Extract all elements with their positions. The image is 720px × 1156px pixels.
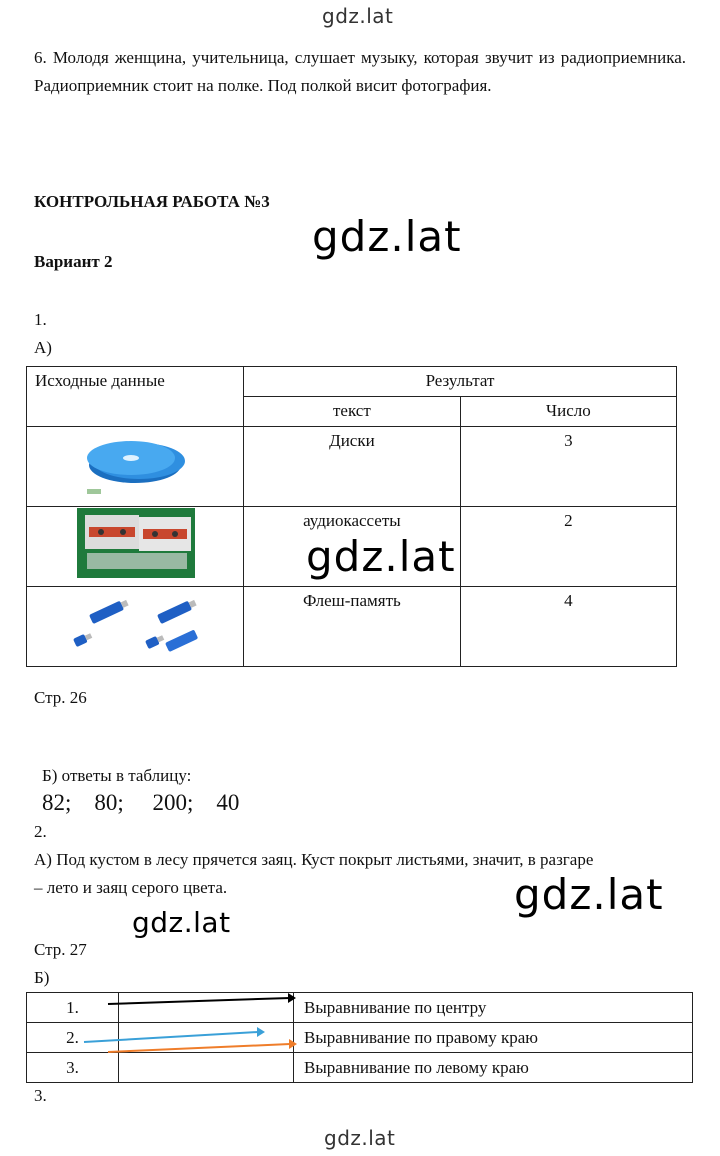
row1-number: 3: [564, 431, 573, 450]
variant-heading: Вариант 2: [34, 252, 113, 271]
question-3-number: 3.: [34, 1086, 47, 1105]
text-header-text: текст: [333, 401, 371, 420]
watermark-mid1: gdz.lat: [312, 212, 462, 261]
question-2a-line1: А) Под кустом в лесу прячется заяц. Куст покрыт листьями, значит, в разгаре: [34, 850, 594, 869]
answer-b-label: Б) ответы в таблицу:: [42, 766, 192, 785]
number-header-text: Число: [546, 401, 591, 420]
source-data-header-text: Исходные данные: [35, 371, 165, 390]
match-num-3: 3.: [27, 1053, 119, 1083]
arrowhead-2: [257, 1027, 265, 1037]
row3-number: 4: [564, 591, 573, 610]
paragraph-6: 6. Молодя женщина, учительница, слушает музыку, которая звучит из радиоприемника. Радиоприемник стоит на полке. Под полкой висит фотография.: [34, 48, 686, 95]
match-num-2: 2.: [27, 1023, 119, 1053]
page-26-ref: Стр. 26: [34, 688, 87, 707]
watermark-right: gdz.lat: [514, 870, 664, 919]
question-1-part-a: А): [34, 338, 52, 357]
watermark-mid2: gdz.lat: [306, 532, 456, 581]
match-label-1: Выравнивание по центру: [294, 993, 693, 1023]
test-heading: КОНТРОЛЬНАЯ РАБОТА №3: [34, 192, 270, 211]
match-label-2: Выравнивание по правому краю: [294, 1023, 693, 1053]
question-2-number: 2.: [34, 822, 47, 841]
arrowhead-3: [289, 1039, 297, 1049]
result-header-text: Результат: [425, 371, 495, 390]
question-1-number: 1.: [34, 310, 47, 329]
row2-number: 2: [564, 511, 573, 530]
watermark-bottom: gdz.lat: [324, 1126, 396, 1150]
match-label-3: Выравнивание по левому краю: [294, 1053, 693, 1083]
question-2-part-b: Б): [34, 968, 50, 987]
row3-text: Флеш-память: [303, 591, 401, 610]
arrow-2: [84, 1032, 258, 1042]
watermark-top: gdz.lat: [322, 4, 394, 28]
answer-b-values: 82; 80; 200; 40: [42, 790, 240, 815]
page-27-ref: Стр. 27: [34, 940, 87, 959]
arrowhead-1: [288, 993, 296, 1003]
match-num-1: 1.: [27, 993, 119, 1023]
row2-text: аудиокассеты: [303, 511, 401, 530]
arrow-1: [108, 998, 290, 1004]
watermark-left: gdz.lat: [132, 906, 231, 939]
arrow-3: [108, 1044, 290, 1052]
question-2a-line2: – лето и заяц серого цвета.: [34, 878, 228, 897]
row1-text: Диски: [329, 431, 375, 450]
